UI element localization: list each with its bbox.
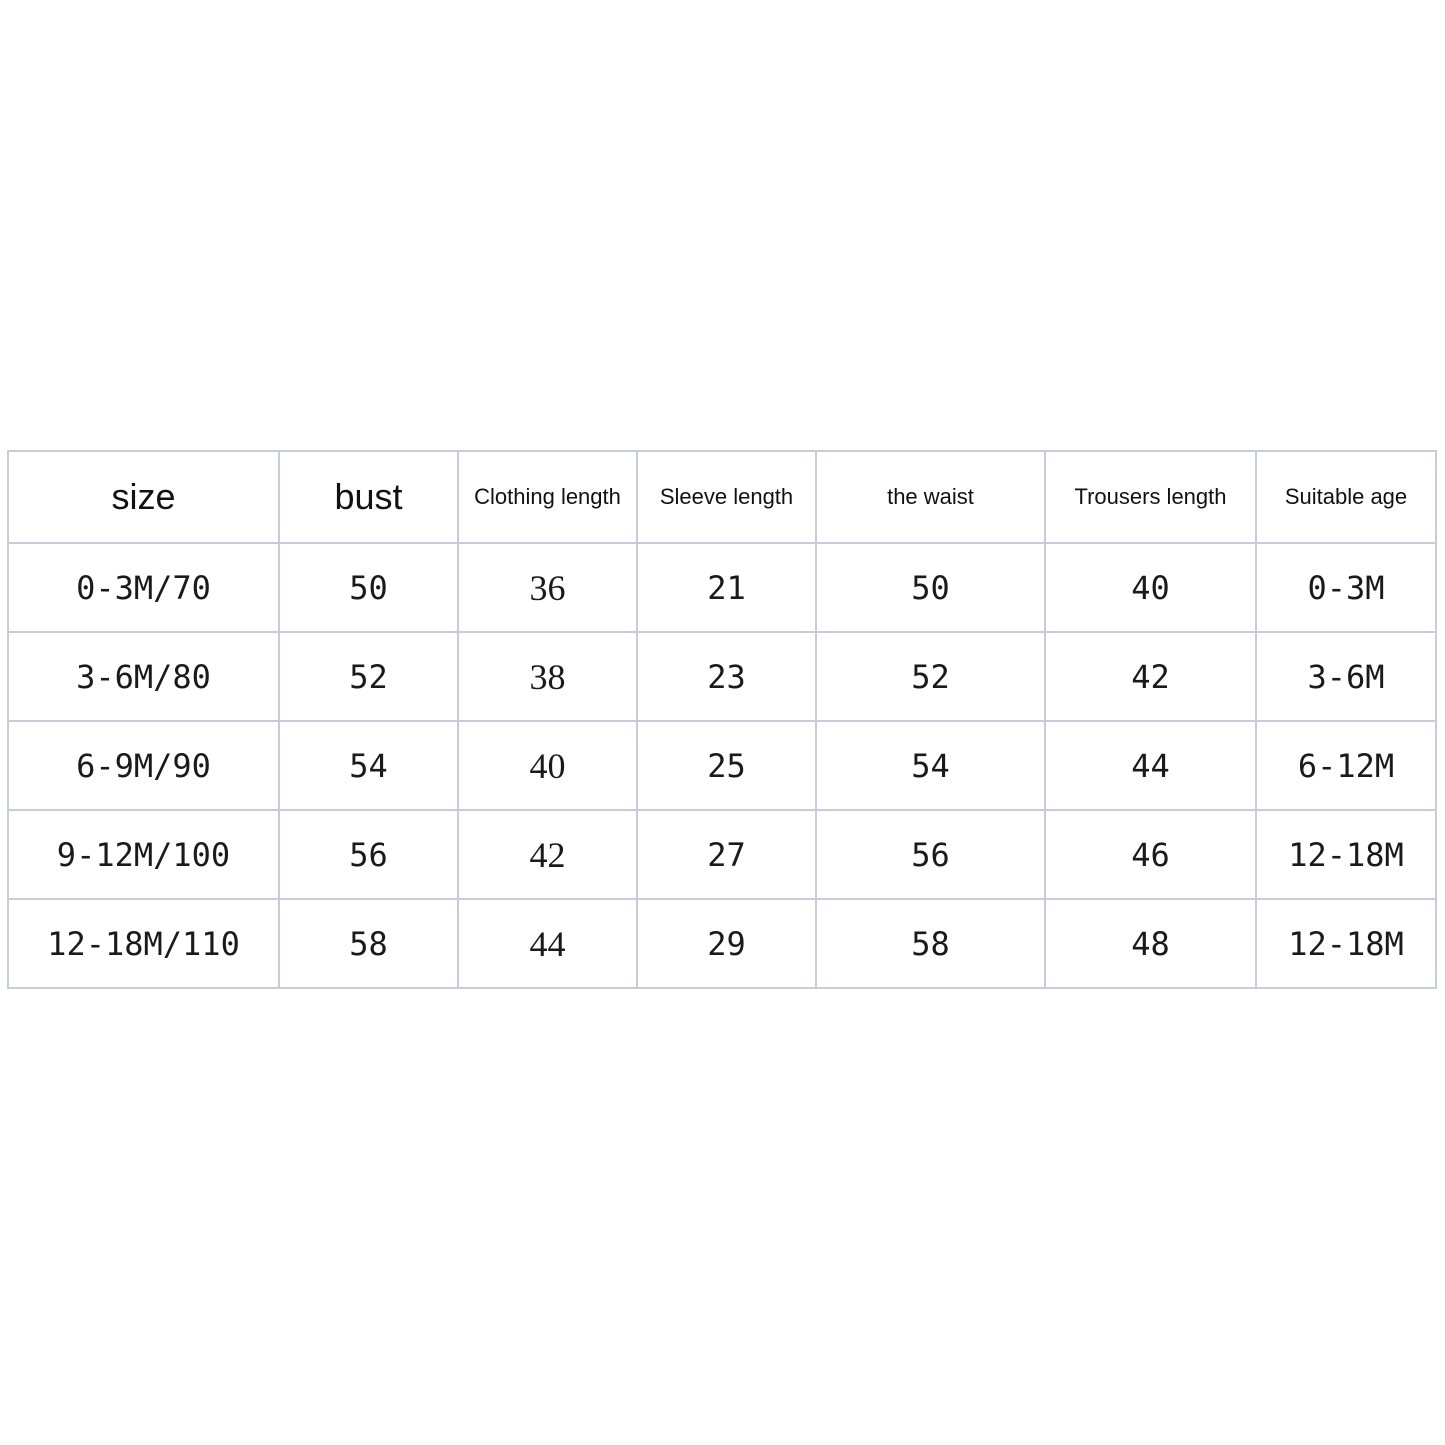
cell-size: 0-3M/70 (8, 543, 279, 632)
table-row (8, 810, 1436, 899)
cell-size: 12-18M/110 (8, 899, 279, 988)
cell-size: 9-12M/100 (8, 810, 279, 899)
cell-trousers-length: 46 (1045, 810, 1256, 899)
header-size: size (8, 451, 279, 543)
cell-trousers-length: 42 (1045, 632, 1256, 721)
header-waist: the waist (816, 451, 1045, 543)
cell-size: 6-9M/90 (8, 721, 279, 810)
cell-trousers-length: 48 (1045, 899, 1256, 988)
cell-clothing-length: 36 (458, 543, 637, 632)
header-sleeve-length: Sleeve length (637, 451, 816, 543)
cell-bust: 50 (279, 543, 458, 632)
cell-sleeve-length: 21 (637, 543, 816, 632)
cell-suitable-age: 0-3M (1256, 543, 1436, 632)
cell-clothing-length: 40 (458, 721, 637, 810)
table-row (8, 899, 1436, 988)
table-row (8, 543, 1436, 632)
cell-waist: 50 (816, 543, 1045, 632)
table-row (8, 721, 1436, 810)
header-bust: bust (279, 451, 458, 543)
cell-waist: 54 (816, 721, 1045, 810)
cell-bust: 54 (279, 721, 458, 810)
table-row (8, 632, 1436, 721)
header-row (8, 451, 1436, 543)
header-clothing-length: Clothing length (458, 451, 637, 543)
cell-clothing-length: 44 (458, 899, 637, 988)
cell-sleeve-length: 29 (637, 899, 816, 988)
cell-bust: 52 (279, 632, 458, 721)
cell-size: 3-6M/80 (8, 632, 279, 721)
cell-sleeve-length: 23 (637, 632, 816, 721)
size-chart-table (7, 450, 1437, 989)
cell-suitable-age: 12-18M (1256, 899, 1436, 988)
cell-sleeve-length: 27 (637, 810, 816, 899)
cell-sleeve-length: 25 (637, 721, 816, 810)
cell-bust: 58 (279, 899, 458, 988)
cell-waist: 58 (816, 899, 1045, 988)
cell-suitable-age: 12-18M (1256, 810, 1436, 899)
cell-suitable-age: 3-6M (1256, 632, 1436, 721)
cell-clothing-length: 42 (458, 810, 637, 899)
cell-suitable-age: 6-12M (1256, 721, 1436, 810)
cell-waist: 52 (816, 632, 1045, 721)
cell-trousers-length: 40 (1045, 543, 1256, 632)
cell-bust: 56 (279, 810, 458, 899)
cell-clothing-length: 38 (458, 632, 637, 721)
cell-waist: 56 (816, 810, 1045, 899)
header-trousers-length: Trousers length (1045, 451, 1256, 543)
header-suitable-age: Suitable age (1256, 451, 1436, 543)
cell-trousers-length: 44 (1045, 721, 1256, 810)
